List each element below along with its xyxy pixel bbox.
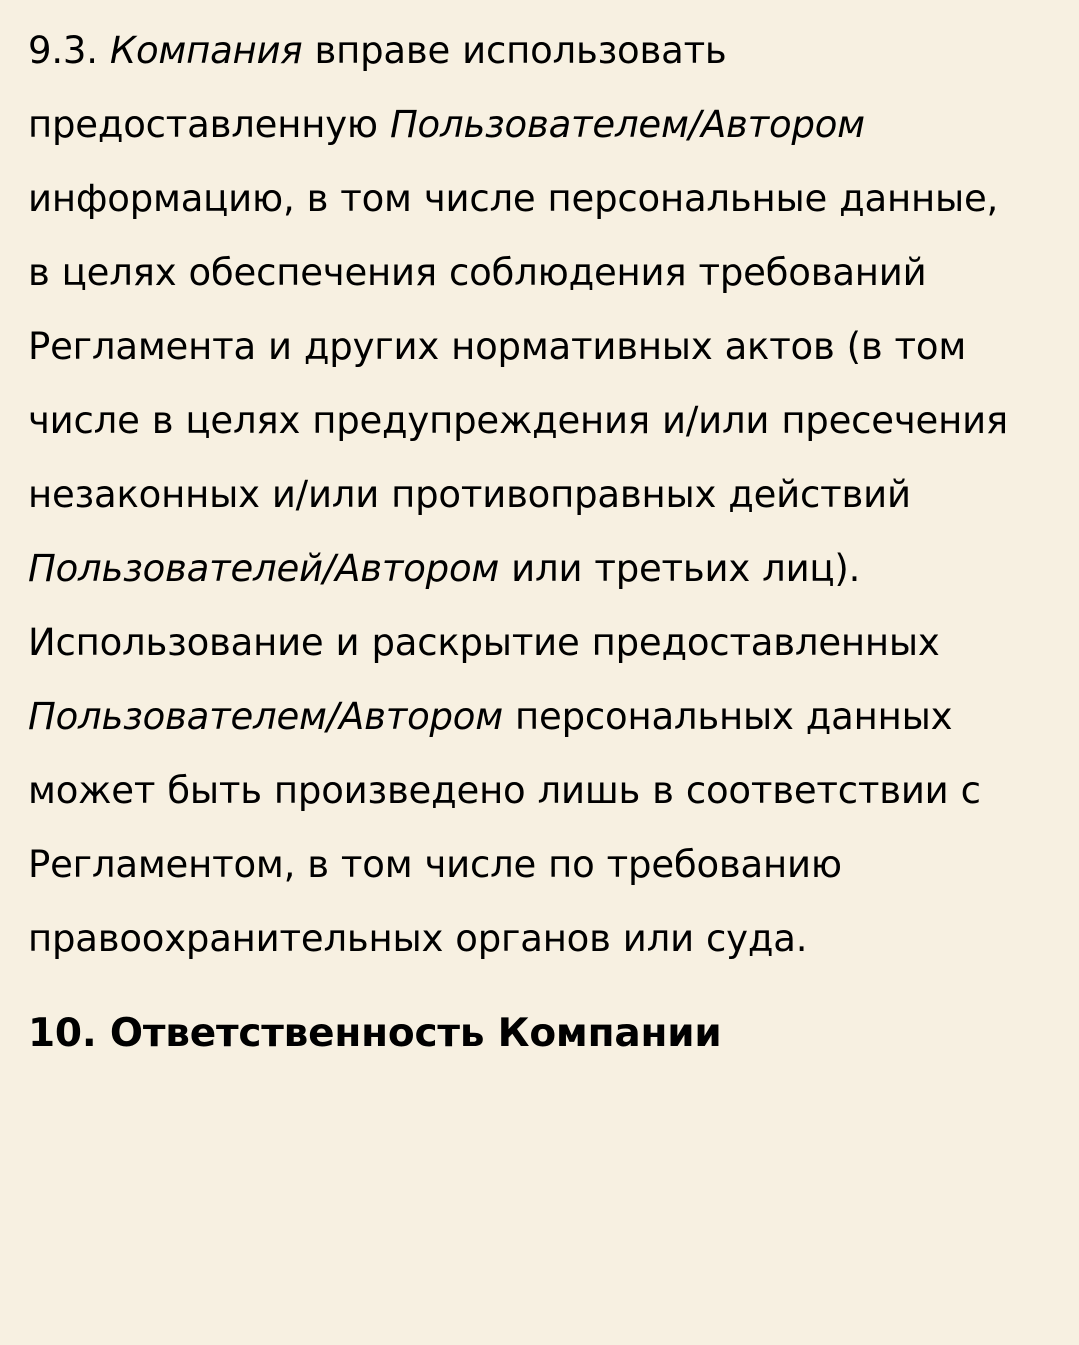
clause-9-3	[28, 14, 1019, 976]
clause-run-text: персональных данных может быть произведено лишь в соответствии с Регламентом, в том числе по требованию правоохранительных органов или суда.	[28, 695, 981, 960]
clause-run-emphasis: Компания	[109, 29, 303, 72]
clause-run-emphasis: Пользователей/Автором	[28, 547, 500, 590]
clause-run-text: информацию, в том числе персональные данные, в целях обеспечения соблюдения требований Регламента и других нормативных актов (в том числе в целях предупреждения и/или пресечения незаконных и/или противоправных действий	[28, 177, 1008, 516]
section-heading-10: 10. Ответственность Компании	[28, 1011, 722, 1056]
clause-run-emphasis: Пользователем/Автором	[389, 103, 865, 146]
clause-run-emphasis: Пользователем/Автором	[28, 695, 503, 738]
clause-run-text: или третьих лиц). Использование и раскрытие предоставленных	[28, 547, 940, 664]
clause-run-text: 9.3.	[28, 29, 110, 72]
clause-run-text: вправе использовать предоставленную	[28, 29, 727, 146]
